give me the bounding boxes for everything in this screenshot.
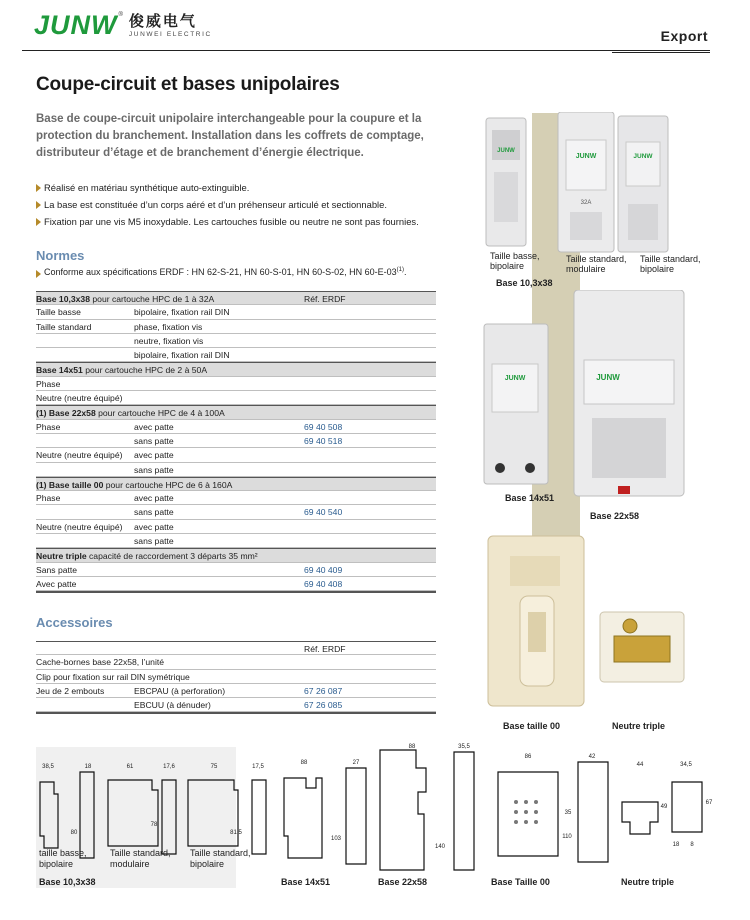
- svg-text:35,5: 35,5: [458, 744, 470, 750]
- svg-text:81,5: 81,5: [230, 830, 242, 836]
- logo-chinese-name: 俊威电气: [128, 12, 197, 30]
- table-row: [36, 391, 436, 405]
- row-variant: sans patte: [134, 507, 174, 518]
- dim-caption-taille-basse: taille basse, bipolaire: [39, 848, 87, 869]
- table-row: [36, 520, 436, 534]
- table-row: [36, 684, 436, 698]
- section-name: (1) Base 22x58: [36, 408, 96, 419]
- logo-registered: ®: [118, 12, 123, 18]
- dim-label-base-taille-00: Base Taille 00: [491, 877, 550, 887]
- ref-header: Réf. ERDF: [304, 644, 346, 654]
- feature-item: Réalisé en matériau synthétique auto-extinguible.: [36, 181, 456, 198]
- row-label: Neutre (neutre équipé): [36, 393, 123, 404]
- row-ref: 67 26 087: [304, 685, 343, 696]
- svg-text:JUNW: JUNW: [497, 148, 515, 154]
- row-label: Neutre (neutre équipé): [36, 450, 123, 461]
- dim-label-base-10x38: Base 10,3x38: [39, 877, 96, 887]
- svg-text:80: 80: [70, 830, 78, 836]
- row-variant: bipolaire, fixation rail DIN: [134, 350, 230, 361]
- svg-text:75: 75: [210, 764, 218, 770]
- base-taille-00-neutre-image: [480, 526, 695, 716]
- table-row: [36, 491, 436, 505]
- row-label: Phase: [36, 421, 61, 432]
- logo-mark: JUNW: [34, 10, 118, 40]
- bullet-triangle-icon: [36, 201, 41, 209]
- section-desc: capacité de raccordement 3 départs 35 mm²: [86, 551, 258, 562]
- table-row: [36, 334, 436, 348]
- row-ref: 69 40 409: [304, 564, 343, 575]
- header-divider-accent: [612, 52, 710, 53]
- section-desc: pour cartouche HPC de 4 à 100A: [95, 408, 225, 419]
- row-label: Avec patte: [36, 578, 77, 589]
- section-desc: pour cartouche HPC de 1 à 32A: [90, 294, 215, 304]
- caption-std-modulaire: Taille standard, modulaire: [566, 254, 627, 274]
- section-name: Neutre triple: [36, 551, 87, 562]
- row-variant: avec patte: [134, 521, 174, 532]
- row-variant: EBCUU (à dénuder): [134, 700, 211, 711]
- brand-logo: [34, 10, 212, 40]
- row-ref: 69 40 408: [304, 578, 343, 589]
- row-ref: 67 26 085: [304, 700, 343, 711]
- svg-text:140: 140: [434, 844, 446, 850]
- table-section-row: [36, 291, 436, 305]
- section-name: Base 14x51: [36, 365, 83, 376]
- svg-text:18: 18: [672, 842, 680, 848]
- table-row: [36, 577, 436, 591]
- section-label: Export: [660, 28, 708, 44]
- feature-item: La base est constituée d’un corps aéré et d’un préhenseur articulé et sectionnable.: [36, 198, 456, 215]
- svg-text:27: 27: [352, 760, 360, 766]
- dim-caption-std-modulaire: Taille standard, modulaire: [110, 848, 171, 869]
- dim-label-base-14x51: Base 14x51: [281, 877, 331, 887]
- table-section-row: [36, 477, 436, 491]
- row-variant: phase, fixation vis: [134, 321, 203, 332]
- row-label: Taille standard: [36, 321, 92, 332]
- caption-neutre-triple: Neutre triple: [612, 721, 666, 731]
- row-variant: sans patte: [134, 435, 174, 446]
- table-section-row: [36, 405, 436, 419]
- section-name: Base 10,3x38: [36, 294, 90, 304]
- row-label: Sans patte: [36, 564, 78, 575]
- feature-item: Fixation par une vis M5 inoxydable. Les cartouches fusible ou neutre ne sont pas fournies.: [36, 215, 456, 232]
- dim-caption-std-bipolaire: Taille standard, bipolaire: [190, 848, 251, 869]
- svg-text:88: 88: [408, 744, 416, 750]
- svg-text:35: 35: [564, 810, 572, 816]
- page-title: Coupe-circuit et bases unipolaires: [36, 74, 340, 95]
- svg-text:110: 110: [562, 834, 572, 840]
- row-variant: EBCPAU (à perforation): [134, 685, 226, 696]
- table-row: [36, 563, 436, 577]
- caption-std-bipolaire: Taille standard, bipolaire: [640, 254, 701, 274]
- row-variant: sans patte: [134, 536, 174, 547]
- accessories-table: [36, 641, 436, 714]
- header-divider: [22, 50, 710, 51]
- svg-text:44: 44: [636, 762, 644, 768]
- row-variant: avec patte: [134, 450, 174, 461]
- row-variant: avec patte: [134, 493, 174, 504]
- row-label: Phase: [36, 493, 61, 504]
- bullet-triangle-icon: [36, 184, 41, 192]
- product-table: [36, 291, 436, 593]
- intro-text: Base de coupe-circuit unipolaire interchangeable pour la coupure et la protection du branchement. Installation dans les coffrets de comptage, distributeur d’étage et de branchement d’énergie électrique.: [36, 113, 424, 159]
- ref-header: Réf. ERDF: [304, 294, 346, 304]
- svg-text:61: 61: [126, 764, 134, 770]
- feature-list: [36, 181, 456, 232]
- normes-text: Conforme aux spécifications ERDF : HN 62-S-21, HN 60-S-01, HN 60-S-02, HN 60-E-03$^{(1)}$.: [36, 267, 436, 277]
- accessoires-title: Accessoires: [36, 615, 113, 630]
- table-row: [36, 670, 436, 684]
- caption-base-taille-00: Base taille 00: [503, 721, 561, 731]
- row-variant: sans patte: [134, 464, 174, 475]
- svg-text:17,6: 17,6: [163, 764, 175, 770]
- svg-text:18: 18: [84, 764, 92, 770]
- row-ref: 69 40 508: [304, 421, 343, 432]
- table-section-row: [36, 548, 436, 562]
- bullet-triangle-icon: [36, 218, 41, 226]
- svg-text:8: 8: [690, 842, 694, 848]
- base-10x38-products-image: [478, 112, 718, 257]
- svg-text:JUNW: JUNW: [504, 375, 526, 382]
- bullet-triangle-icon: [36, 270, 41, 278]
- table-row: [36, 348, 436, 362]
- section-desc: pour cartouche HPC de 6 à 160A: [103, 479, 233, 490]
- svg-text:JUNW: JUNW: [596, 373, 620, 382]
- caption-base-22x58: Base 22x58: [590, 511, 640, 521]
- row-label: Neutre (neutre équipé): [36, 521, 123, 532]
- row-label: Phase: [36, 378, 61, 389]
- table-end-rule: [36, 712, 436, 714]
- svg-text:32A: 32A: [580, 200, 592, 206]
- svg-text:49: 49: [660, 804, 668, 810]
- svg-text:17,5: 17,5: [252, 764, 264, 770]
- table-row: [36, 655, 436, 669]
- caption-taille-basse: Taille basse, bipolaire: [490, 251, 540, 271]
- section-name: (1) Base taille 00: [36, 479, 104, 490]
- row-label: Clip pour fixation sur rail DIN symétrique: [36, 671, 190, 682]
- base-14x51-22x58-image: [478, 290, 698, 500]
- table-row: [36, 305, 436, 319]
- table-end-rule: [36, 591, 436, 593]
- caption-base-14x51: Base 14x51: [505, 493, 555, 503]
- table-row: [36, 377, 436, 391]
- row-label: Taille basse: [36, 307, 81, 318]
- svg-text:86: 86: [524, 754, 532, 760]
- table-section-row: [36, 362, 436, 376]
- row-ref: 69 40 518: [304, 435, 343, 446]
- section-desc: pour cartouche HPC de 2 à 50A: [82, 365, 208, 376]
- logo-english-name: JUNWEI ELECTRIC: [128, 31, 212, 38]
- row-variant: avec patte: [134, 421, 174, 432]
- row-variant: bipolaire, fixation rail DIN: [134, 307, 230, 318]
- svg-text:42: 42: [588, 754, 596, 760]
- row-ref: 69 40 540: [304, 507, 343, 518]
- normes-title: Normes: [36, 248, 85, 263]
- row-label: Jeu de 2 embouts: [36, 685, 105, 696]
- table-row: [36, 448, 436, 462]
- table-row: [36, 420, 436, 434]
- table-row: [36, 434, 436, 448]
- table-row: [36, 698, 436, 712]
- row-label: Cache-bornes base 22x58, l’unité: [36, 657, 165, 668]
- table-row: [36, 505, 436, 519]
- row-variant: neutre, fixation vis: [134, 335, 204, 346]
- table-header-row: [36, 641, 436, 655]
- dim-label-base-22x58: Base 22x58: [378, 877, 428, 887]
- table-row: [36, 463, 436, 477]
- dim-label-neutre-triple: Neutre triple: [621, 877, 675, 887]
- caption-base-10x38: Base 10,3x38: [496, 278, 553, 288]
- svg-text:78: 78: [150, 822, 158, 828]
- svg-text:38,5: 38,5: [42, 764, 54, 770]
- svg-text:34,5: 34,5: [680, 762, 692, 768]
- svg-text:JUNW: JUNW: [575, 153, 597, 160]
- table-row: [36, 320, 436, 334]
- svg-text:67: 67: [705, 800, 713, 806]
- table-row: [36, 534, 436, 548]
- svg-text:JUNW: JUNW: [633, 153, 653, 160]
- svg-text:88: 88: [300, 760, 308, 766]
- svg-text:103: 103: [330, 836, 342, 842]
